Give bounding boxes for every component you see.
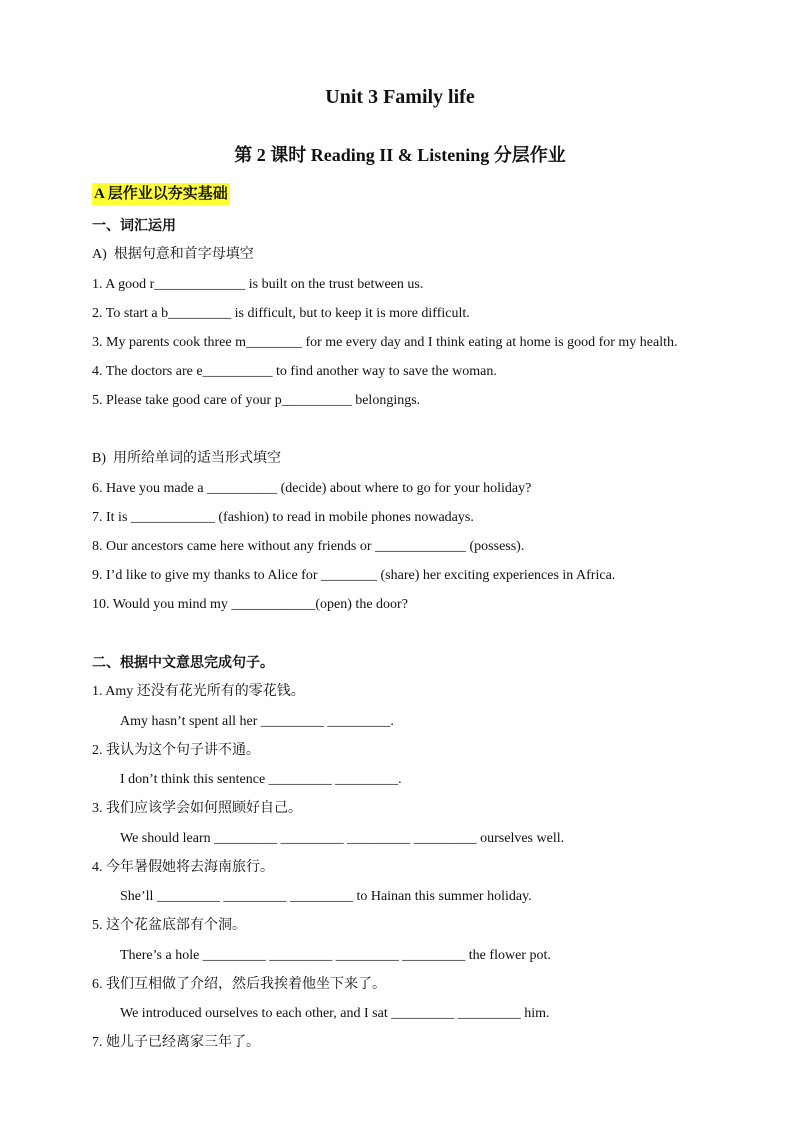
- vocab-item-3: 3. My parents cook three m________ for me every day and I think eating at home is good for my health.: [92, 335, 678, 350]
- translation-item-2-en: I don’t think this sentence _________ _________.: [120, 772, 402, 787]
- section1-partB-instruction: B) 用所给单词的适当形式填空: [92, 451, 281, 466]
- section1-partA-instruction: A) 根据句意和首字母填空: [92, 247, 254, 262]
- page-subtitle: 第 2 课时 Reading II & Listening 分层作业: [234, 145, 566, 165]
- translation-item-4-cn: 4. 今年暑假她将去海南旅行。: [92, 860, 274, 875]
- vocab-item-1: 1. A good r_____________ is built on the trust between us.: [92, 277, 424, 292]
- translation-item-2-cn: 2. 我认为这个句子讲不通。: [92, 743, 260, 758]
- level-heading-highlighted: A 层作业以夯实基础: [92, 183, 230, 205]
- translation-item-3-en: We should learn _________ _________ _________ _________ ourselves well.: [120, 831, 565, 846]
- section2-heading: 二、根据中文意思完成句子。: [92, 656, 274, 671]
- translation-item-4-en: She’ll _________ _________ _________ to Hainan this summer holiday.: [120, 889, 532, 904]
- vocab-item-9: 9. I’d like to give my thanks to Alice for ________ (share) her exciting experiences in Africa.: [92, 568, 616, 583]
- vocab-item-5: 5. Please take good care of your p__________ belongings.: [92, 393, 421, 408]
- section1-heading: 一、词汇运用: [92, 219, 176, 234]
- vocab-item-2: 2. To start a b_________ is difficult, but to keep it is more difficult.: [92, 306, 470, 321]
- translation-item-6-cn: 6. 我们互相做了介绍，然后我挨着他坐下来了。: [92, 977, 386, 992]
- translation-item-5-cn: 5. 这个花盆底部有个洞。: [92, 918, 246, 933]
- vocab-item-8: 8. Our ancestors came here without any friends or _____________ (possess).: [92, 539, 525, 554]
- page-title: Unit 3 Family life: [325, 86, 475, 108]
- translation-item-1-cn: 1. Amy 还没有花光所有的零花钱。: [92, 684, 305, 699]
- translation-item-3-cn: 3. 我们应该学会如何照顾好自己。: [92, 801, 302, 816]
- vocab-item-7: 7. It is ____________ (fashion) to read in mobile phones nowadays.: [92, 510, 474, 525]
- translation-item-1-en: Amy hasn’t spent all her _________ _________.: [120, 714, 394, 729]
- translation-item-7-cn: 7. 她儿子已经离家三年了。: [92, 1035, 260, 1050]
- translation-item-5-en: There’s a hole _________ _________ _________ _________ the flower pot.: [120, 948, 551, 963]
- translation-item-6-en: We introduced ourselves to each other, and I sat _________ _________ him.: [120, 1006, 550, 1021]
- vocab-item-4: 4. The doctors are e__________ to find another way to save the woman.: [92, 364, 497, 379]
- vocab-item-10: 10. Would you mind my ____________(open) the door?: [92, 597, 408, 612]
- vocab-item-6: 6. Have you made a __________ (decide) about where to go for your holiday?: [92, 481, 532, 496]
